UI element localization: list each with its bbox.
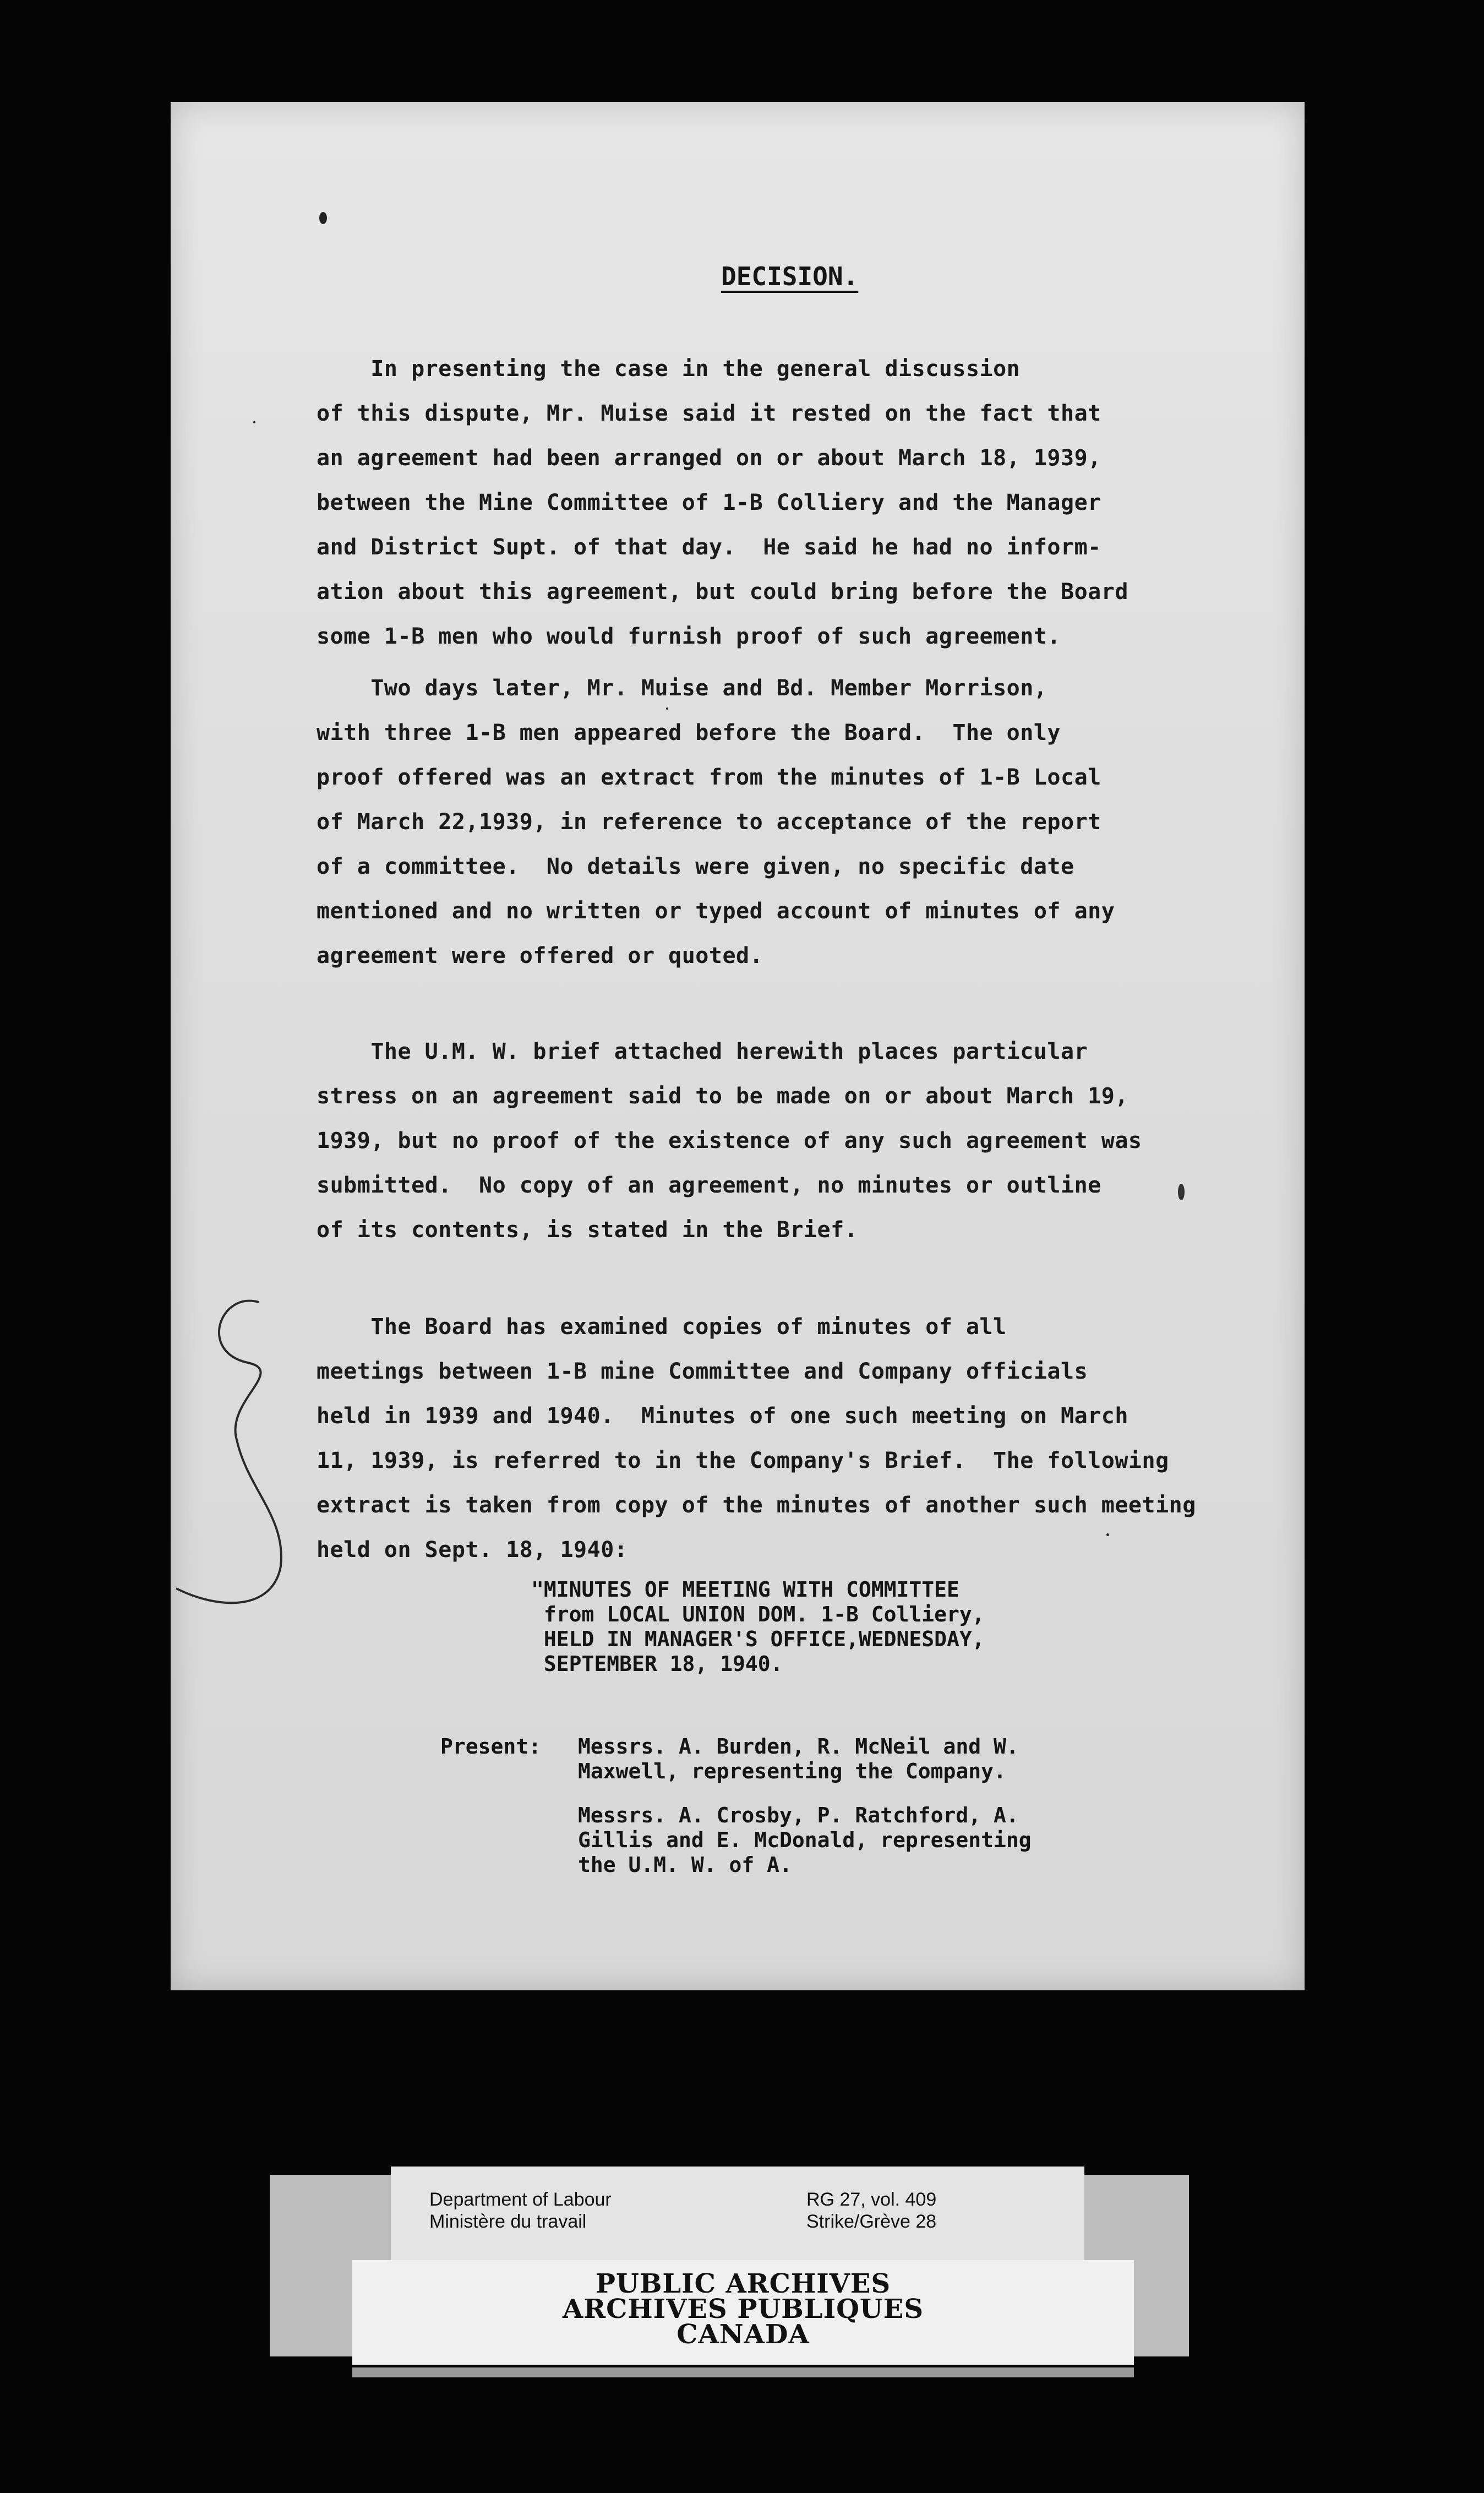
minutes-heading-quote: "MINUTES OF MEETING WITH COMMITTEE from LOCAL UNION DOM. 1-B Colliery, HELD IN MANAGER'S OFFICE,WEDNESDAY, SEPTEMBER 18, 1940.	[531, 1577, 985, 1676]
paragraph-4: The Board has examined copies of minutes of all meetings between 1-B mine Committee and Company officials held in 1939 and 1940. Minutes of one such meeting on March 11, 1939, is referred to in the Company's Brief. The following extract is taken from copy of the minutes of another such meeting held on Sept. 18, 1940:	[317, 1314, 1196, 1563]
reference-label: RG 27, vol. 409 Strike/Grève 28	[806, 2189, 937, 2232]
label-bottom-edge	[352, 2367, 1134, 2377]
archive-name: PUBLIC ARCHIVES ARCHIVES PUBLIQUES CANADA	[563, 2268, 924, 2350]
paragraph-2: Two days later, Mr. Muise and Bd. Member Morrison, with three 1-B men appeared before the Board. The only proof offered was an extract from the minutes of 1-B Local of March 22,1939, in reference to acceptance of the report of a committee. No details were given, no specific date mentioned and no written or typed account of minutes of any agreement were offered or quoted.	[317, 676, 1115, 968]
paragraph-3: The U.M. W. brief attached herewith places particular stress on an agreement said to be made on or about March 19, 1939, but no proof of the existence of any such agreement was submitted. No copy of an agreement, no minutes or outline of its contents, is stated in the Brief.	[317, 1039, 1142, 1243]
present-label: Present:	[440, 1734, 542, 1759]
present-union-list: Messrs. A. Crosby, P. Ratchford, A. Gillis and E. McDonald, representing the U.M. W. of A.	[578, 1803, 1032, 1877]
handwritten-bracket-mark	[154, 1258, 374, 1643]
department-label: Department of Labour Ministère du travail	[429, 2189, 612, 2232]
document-page	[171, 102, 1305, 1990]
present-company-list: Messrs. A. Burden, R. McNeil and W. Maxwell, representing the Company.	[578, 1734, 1019, 1783]
paragraph-1: In presenting the case in the general discussion of this dispute, Mr. Muise said it rested on the fact that an agreement had been arranged on or about March 18, 1939, between the Mine Committee of 1-B Colliery and the Manager and District Supt. of that day. He said he had no inform- ation about this agreement, but could bring before the Board some 1-B men who would furnish proof of such agreement.	[317, 356, 1128, 649]
page-title: DECISION.	[721, 262, 859, 291]
